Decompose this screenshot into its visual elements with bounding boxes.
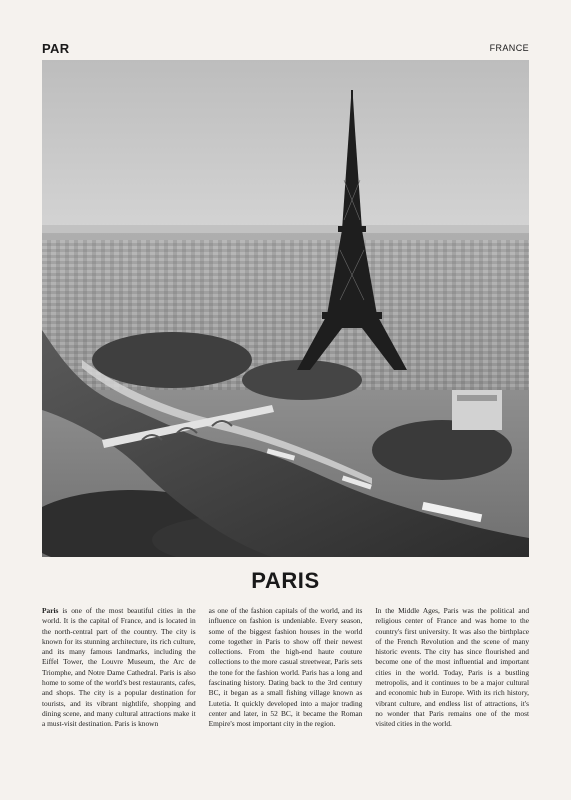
article-columns bbox=[42, 606, 529, 730]
country-label: FRANCE bbox=[489, 43, 529, 53]
article-column-2 bbox=[209, 606, 363, 730]
city-code: PAR bbox=[42, 41, 70, 56]
column-1-text: is one of the most beautiful cities in the world. It is the capital of France, and is located in the north-central part of the country. The city is known for its stunning architecture, its rich culture, and its many famous landmarks, including the Eiffel Tower, the Louvre Museum, the Arc de Triomphe, and Notre Dame Cathedral. Paris is also home to some of the world's best restaurants, cafes, and shops. The city is a popular destination for tourists, and its vibrant nightlife, shopping and dining scene, and many cultural attractions make it a must-visit destination. Paris is known bbox=[42, 606, 196, 729]
column-2-text: as one of the fashion capitals of the world, and its influence on fashion is undeniable. Every season, some of the biggest fashion houses in the world come together in Paris to show off their newest collections. From the high-end haute couture collections to the more casual streetwear, Paris sets the tone for the fashion world. Paris has a long and fascinating history. Dating back to the 3rd century BC, it began as a small fishing village known as Lutetia. It quickly developed into a major trading center and later, in 52 BC, it became the Roman Empire's most important city in the region. bbox=[208, 606, 363, 729]
article-column-1 bbox=[42, 606, 196, 730]
page-title: PARIS bbox=[251, 568, 320, 593]
article-column-3 bbox=[375, 606, 529, 730]
column-3-text: In the Middle Ages, Paris was the political and religious center of France and was home to the country's first university. It was also the birthplace of the French Revolution and the scene of many historic events. The city has since flourished and become one of the most influential and important cities in the world. Today, Paris is a bustling metropolis, and it continues to be a major cultural and economic hub in Europe. With its rich history, vibrant culture, and endless list of attractions, it's no wonder that Paris remains one of the most visited cities in the world. bbox=[375, 606, 530, 729]
lead-word: Paris bbox=[42, 606, 59, 615]
city-photo bbox=[42, 60, 529, 557]
